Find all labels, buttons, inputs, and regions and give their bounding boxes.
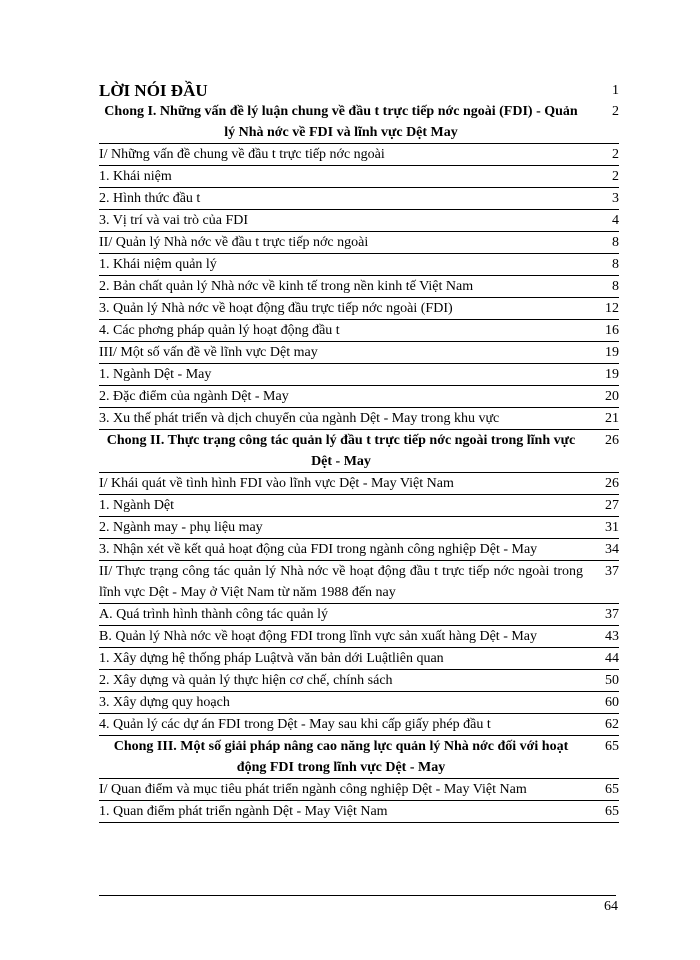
- toc-entry-page: 20: [585, 386, 619, 408]
- toc-body: [99, 78, 619, 823]
- toc-chapter-row: [99, 430, 619, 473]
- toc-entry-text: Chong II. Thực trạng công tác quản lý đầu t trực tiếp nớc ngoài trong lĩnh vực Dệt - May: [99, 430, 585, 473]
- toc-chapter-row: [99, 736, 619, 779]
- toc-entry-page: 26: [585, 430, 619, 473]
- toc-entry-page: 1: [612, 83, 619, 98]
- toc-entry-text: 1. Khái niệm quản lý: [99, 254, 585, 276]
- page-number: 64: [604, 899, 618, 914]
- toc-entry-page: 19: [585, 342, 619, 364]
- toc-row: [99, 670, 619, 692]
- toc-entry-text: 3. Xu thế phát triển và dịch chuyển của ngành Dệt - May trong khu vực: [99, 408, 585, 430]
- toc-entry-text: 3. Quản lý Nhà nớc về hoạt động đầu trực tiếp nớc ngoài (FDI): [99, 298, 585, 320]
- toc-entry-page: 27: [585, 495, 619, 517]
- toc-entry-page: 37: [585, 604, 619, 626]
- toc-entry-page: 8: [585, 254, 619, 276]
- toc-entry-text: 4. Các phơng pháp quản lý hoạt động đầu t: [99, 320, 585, 342]
- toc-entry-text: LỜI NÓI ĐẦU: [99, 81, 208, 100]
- toc-entry-page: 16: [585, 320, 619, 342]
- toc-entry-page: 34: [585, 539, 619, 561]
- toc-entry-page: 2: [585, 144, 619, 166]
- toc-entry-page: 3: [585, 188, 619, 210]
- toc-entry-page: 8: [585, 232, 619, 254]
- toc-entry-page: 2: [585, 166, 619, 188]
- toc-row: [99, 779, 619, 801]
- toc-row: [99, 276, 619, 298]
- toc-entry-page: 4: [585, 210, 619, 232]
- toc-entry-text: Chong I. Những vấn đề lý luận chung về đầu t trực tiếp nớc ngoài (FDI) - Quản lý Nhà nớc về FDI và lĩnh vực Dệt May: [99, 101, 585, 144]
- toc-row: [99, 254, 619, 276]
- toc-entry-text: 2. Xây dựng và quản lý thực hiện cơ chế, chính sách: [99, 670, 585, 692]
- toc-entry-text: 3. Xây dựng quy hoạch: [99, 692, 585, 714]
- toc-row: [99, 188, 619, 210]
- toc-entry-text: II/ Quản lý Nhà nớc về đầu t trực tiếp nớc ngoài: [99, 232, 585, 254]
- toc-row: [99, 714, 619, 736]
- toc-entry-page: 60: [585, 692, 619, 714]
- toc-entry-page: 65: [585, 801, 619, 823]
- toc-row: [99, 692, 619, 714]
- footer-rule: [99, 895, 616, 896]
- toc-chapter-row: [99, 101, 619, 144]
- toc-entry-text: Chong III. Một số giải pháp nâng cao năng lực quản lý Nhà nớc đối với hoạt động FDI trong lĩnh vực Dệt - May: [99, 736, 585, 779]
- table-of-contents: [99, 78, 619, 823]
- toc-entry-text: I/ Những vấn đề chung về đầu t trực tiếp nớc ngoài: [99, 144, 585, 166]
- toc-entry-text: 4. Quản lý các dự án FDI trong Dệt - May sau khi cấp giấy phép đầu t: [99, 714, 585, 736]
- toc-entry-text: 1. Ngành Dệt - May: [99, 364, 585, 386]
- toc-entry-text: II/ Thực trạng công tác quản lý Nhà nớc về hoạt động đầu t trực tiếp nớc ngoài trong lĩnh vực Dệt - May ở Việt Nam từ năm 1988 đến nay: [99, 561, 585, 604]
- toc-entry-page: 37: [585, 561, 619, 604]
- toc-entry-page: 31: [585, 517, 619, 539]
- toc-row: [99, 648, 619, 670]
- toc-entry-page: 26: [585, 473, 619, 495]
- toc-row: [99, 408, 619, 430]
- toc-entry-page: 62: [585, 714, 619, 736]
- toc-row: [99, 626, 619, 648]
- toc-entry-text: 1. Xây dựng hệ thống pháp Luậtvà văn bản dới Luậtliên quan: [99, 648, 585, 670]
- toc-row: [99, 604, 619, 626]
- toc-entry-page: 12: [585, 298, 619, 320]
- toc-row: [99, 232, 619, 254]
- toc-entry-text: 2. Ngành may - phụ liệu may: [99, 517, 585, 539]
- toc-entry-text: 3. Vị trí và vai trò của FDI: [99, 210, 585, 232]
- toc-row: [99, 801, 619, 823]
- toc-row: [99, 320, 619, 342]
- toc-entry-text: 2. Hình thức đầu t: [99, 188, 585, 210]
- toc-row: [99, 298, 619, 320]
- toc-entry-text: 1. Ngành Dệt: [99, 495, 585, 517]
- toc-entry-text: 2. Bản chất quản lý Nhà nớc về kinh tế trong nền kinh tế Việt Nam: [99, 276, 585, 298]
- toc-entry-text: 1. Khái niệm: [99, 166, 585, 188]
- toc-row: [99, 210, 619, 232]
- toc-entry-text: A. Quá trình hình thành công tác quản lý: [99, 604, 585, 626]
- toc-entry-text: 2. Đặc điểm của ngành Dệt - May: [99, 386, 585, 408]
- toc-row: [99, 342, 619, 364]
- toc-entry-page: 43: [585, 626, 619, 648]
- toc-row: [99, 495, 619, 517]
- toc-entry-text: III/ Một số vấn đề về lĩnh vực Dệt may: [99, 342, 585, 364]
- toc-entry-page: 50: [585, 670, 619, 692]
- toc-title-row: [99, 78, 619, 101]
- toc-entry-page: 44: [585, 648, 619, 670]
- toc-entry-page: 65: [585, 779, 619, 801]
- toc-entry-page: 19: [585, 364, 619, 386]
- toc-entry-text: I/ Khái quát về tình hình FDI vào lĩnh vực Dệt - May Việt Nam: [99, 473, 585, 495]
- toc-row: [99, 144, 619, 166]
- toc-entry-text: 1. Quan điểm phát triển ngành Dệt - May Việt Nam: [99, 801, 585, 823]
- toc-entry-text: B. Quản lý Nhà nớc về hoạt động FDI trong lĩnh vực sản xuất hàng Dệt - May: [99, 626, 585, 648]
- toc-entry-page: 21: [585, 408, 619, 430]
- toc-row: [99, 166, 619, 188]
- toc-entry-text: I/ Quan điểm và mục tiêu phát triển ngành công nghiệp Dệt - May Việt Nam: [99, 779, 585, 801]
- toc-row: [99, 539, 619, 561]
- toc-entry-page: 8: [585, 276, 619, 298]
- toc-entry-page: 65: [585, 736, 619, 779]
- toc-row: [99, 473, 619, 495]
- toc-row: [99, 364, 619, 386]
- toc-row: [99, 561, 619, 604]
- toc-entry-page: 2: [585, 101, 619, 144]
- toc-entry-text: 3. Nhận xét về kết quả hoạt động của FDI trong ngành công nghiệp Dệt - May: [99, 539, 585, 561]
- toc-row: [99, 517, 619, 539]
- toc-row: [99, 386, 619, 408]
